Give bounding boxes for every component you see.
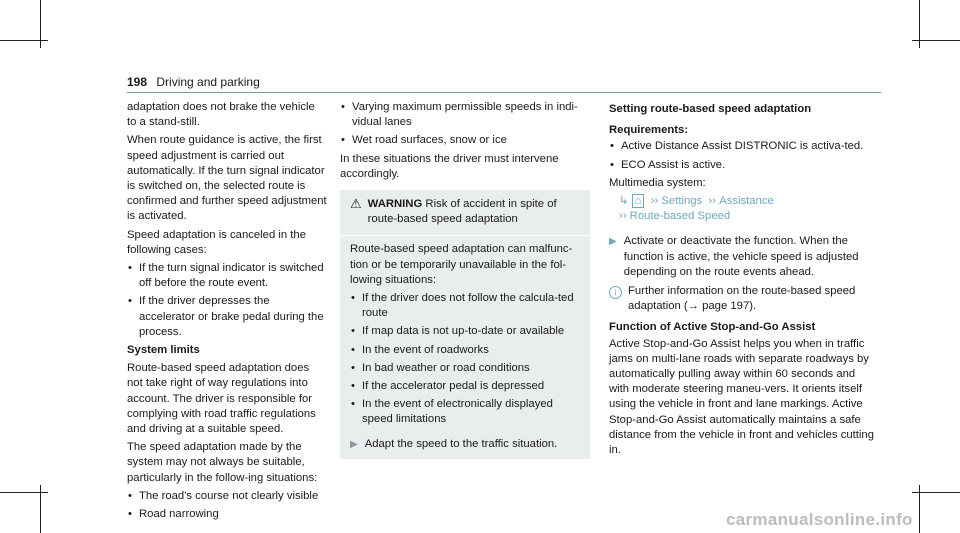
crop-mark	[912, 40, 960, 41]
chevron-icon: ››	[647, 195, 662, 208]
column-right	[609, 100, 874, 461]
list-item: • ECO Assist is active.	[609, 158, 874, 173]
list-item: • In the event of electronically displayed speed limitations	[350, 397, 582, 427]
section-title: Driving and parking	[156, 75, 260, 89]
requirements-label: Requirements:	[609, 124, 689, 137]
page-number: 198	[127, 75, 148, 89]
paragraph: The speed adaptation made by the system may not always be suitable, particularly in the follow-ing situations:	[127, 441, 318, 484]
column-middle	[340, 100, 590, 468]
warning-action	[350, 437, 582, 452]
bullet-list	[127, 261, 327, 340]
chevron-icon: ››	[705, 195, 720, 208]
paragraph: When route guidance is active, the first speed adjustment is carried out automatically. If the turn signal indicator is switched on, the selected route is confirmed and further speed adjustment is activated.	[127, 134, 327, 223]
list-item: • The road's course not clearly visible	[127, 489, 327, 504]
paragraph: Active Stop-and-Go Assist helps you when in traffic jams on multi-lane roads with separate roadways by automatically pulling away within 60 seconds and with moderate steering maneu-vers. It orients itself using the vehicle in front and lane markings. Active Stop-and-Go Assist automatically maintains a safe distance from the vehicle in front and vehicles cutting in.	[609, 337, 874, 457]
path-settings: Settings	[661, 195, 703, 208]
action-arrow-icon: ▶	[350, 438, 358, 450]
list-item: • Varying maximum permissible speeds in indi-vidual lanes	[340, 100, 590, 130]
action-arrow-icon: ▶	[609, 236, 617, 248]
header-rule	[127, 92, 881, 93]
heading-stop-and-go: Function of Active Stop-and-Go Assist	[609, 321, 816, 334]
list-item: • If the driver depresses the accelerator or brake pedal during the process.	[127, 294, 327, 340]
heading-setting: Setting route-based speed adaptation	[609, 103, 812, 115]
menu-path	[609, 194, 874, 224]
path-arrow-icon: ↳	[619, 195, 629, 208]
column-left	[127, 100, 327, 525]
path-route-based-speed: Route-based Speed	[629, 210, 731, 223]
warning-triangle-icon: ⚠	[350, 196, 362, 212]
list-item: • Wet road surfaces, snow or ice	[340, 133, 590, 148]
action-text: Activate or deactivate the function. When the function is active, the vehicle speed is adjusted depending on the route events ahead.	[623, 235, 859, 278]
page-header	[127, 75, 260, 89]
crop-mark	[0, 492, 48, 493]
warning-title: Risk of accident in spite of route-based speed adaptation	[367, 198, 557, 226]
warning-list	[350, 291, 582, 428]
paragraph: Speed adaptation is canceled in the following cases:	[127, 228, 307, 256]
info-icon: i	[609, 286, 622, 299]
note-text: Further information on the route-based speed adaptation (→ page 197).	[628, 285, 856, 313]
list-item: • In the event of roadworks	[350, 343, 582, 358]
action-text: Adapt the speed to the traffic situation.	[364, 437, 558, 450]
crop-mark	[912, 492, 960, 493]
requirements-list	[609, 139, 874, 172]
home-icon: ⌂	[632, 194, 645, 208]
bullet-list	[127, 489, 327, 522]
note	[609, 284, 874, 314]
warning-box	[340, 190, 590, 459]
bullet-list	[340, 100, 590, 149]
warning-text: Route-based speed adaptation can malfunc-tion or be temporarily unavailable in the fol-lowing situations:	[350, 243, 573, 286]
list-item: • Road narrowing	[127, 507, 327, 522]
list-item: • If map data is not up-to-date or available	[350, 324, 582, 339]
list-item: • In bad weather or road conditions	[350, 361, 582, 376]
paragraph: Multimedia system:	[609, 176, 706, 189]
warning-title-row	[350, 197, 582, 227]
chevron-icon: ››	[619, 210, 630, 223]
subheading-system-limits: System limits	[127, 344, 200, 357]
paragraph: Route-based speed adaptation does not take right of way regulations into account. The driver is responsible for complying with road traffic regulations and driving at a suitable speed.	[127, 362, 316, 436]
list-item: • If the driver does not follow the calcula-ted route	[350, 291, 582, 321]
warning-heading	[368, 197, 582, 227]
list-item: • Active Distance Assist DISTRONIC is activa-ted.	[609, 139, 874, 154]
crop-mark	[0, 40, 48, 41]
path-assistance: Assistance	[719, 195, 774, 208]
watermark: carmanualsonline.info	[726, 510, 913, 529]
list-item: • If the turn signal indicator is switched off before the route event.	[127, 261, 327, 291]
action-step	[609, 234, 874, 280]
paragraph: In these situations the driver must intervene accordingly.	[340, 152, 559, 180]
warning-divider	[340, 235, 590, 236]
list-item: • If the accelerator pedal is depressed	[350, 379, 582, 394]
paragraph: adaptation does not brake the vehicle to a stand-still.	[127, 101, 315, 129]
warning-label: WARNING	[367, 198, 423, 211]
